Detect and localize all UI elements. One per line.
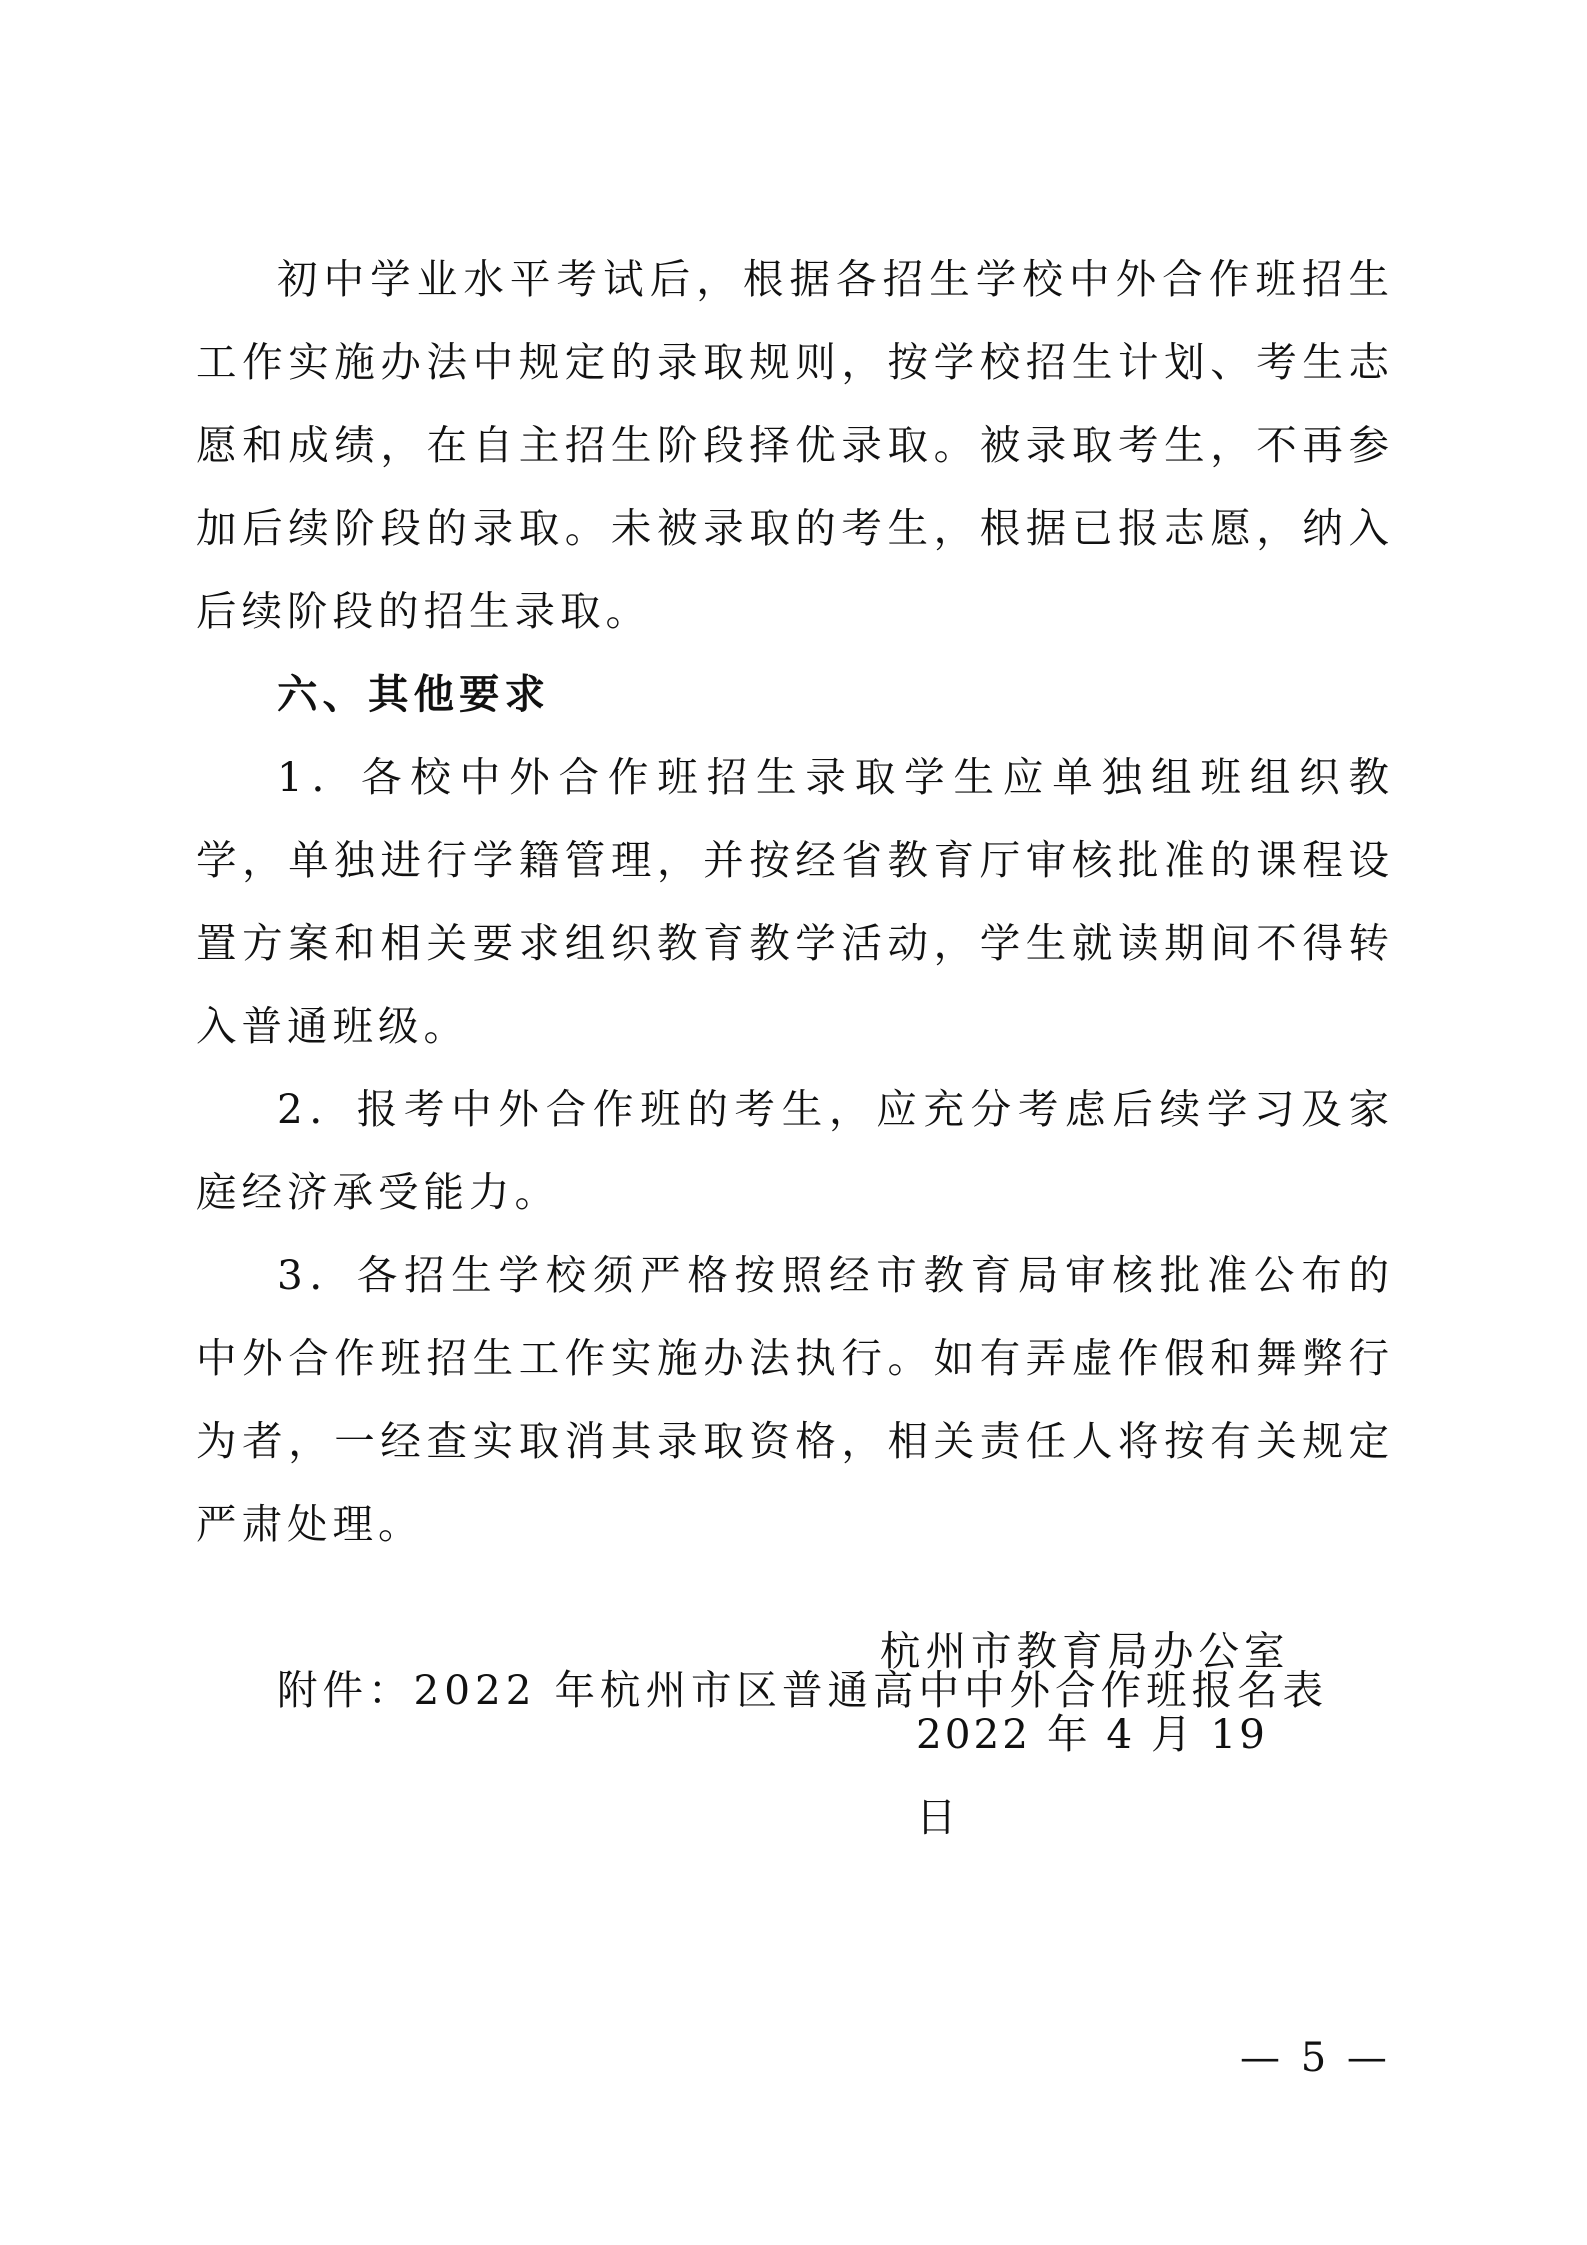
signature-block: [880, 1610, 1300, 1859]
requirement-item-1: 1．各校中外合作班招生录取学生应单独组班组织教学，单独进行学籍管理，并按经省教育厅审核批准的课程设置方案和相关要求组织教育教学活动，学生就读期间不得转入普通班级。: [196, 753, 1394, 1050]
issue-date: 2022 年 4 月 19 日: [916, 1710, 1268, 1841]
paragraph-admission: 初中学业水平考试后，根据各招生学校中外合作班招生工作实施办法中规定的录取规则，按学校招生计划、考生志愿和成绩，在自主招生阶段择优录取。被录取考生，不再参加后续阶段的录取。未被录取的考生，根据已报志愿，纳入后续阶段的招生录取。: [196, 255, 1394, 635]
requirement-item-2: 2．报考中外合作班的考生，应充分考虑后续学习及家庭经济承受能力。: [196, 1085, 1394, 1216]
page-number: — 5 —: [1240, 2035, 1391, 2081]
issuing-organization: 杭州市教育局办公室: [880, 1627, 1290, 1675]
section-heading-other-requirements: 六、其他要求: [277, 670, 550, 718]
attachment-line: 附件：2022 年杭州市区普通高中中外合作班报名表: [277, 1666, 1328, 1714]
document-body: [196, 238, 1394, 1732]
requirement-item-3: 3．各招生学校须严格按照经市教育局审核批准公布的中外合作班招生工作实施办法执行。如有弄虚作假和舞弊行为者，一经查实取消其录取资格，相关责任人将按有关规定严肃处理。: [196, 1251, 1394, 1548]
